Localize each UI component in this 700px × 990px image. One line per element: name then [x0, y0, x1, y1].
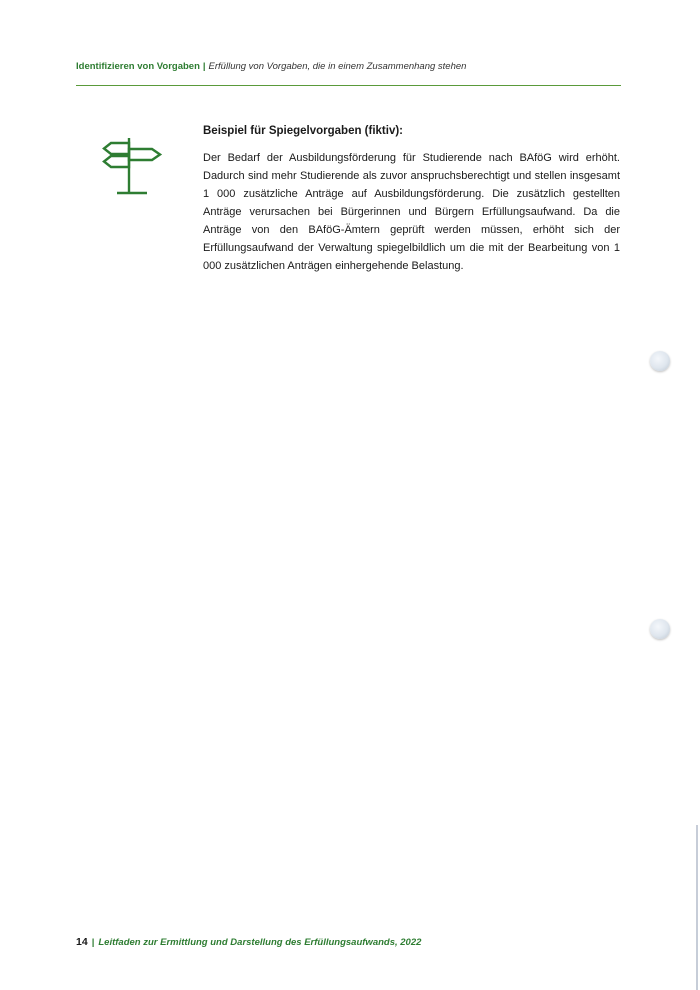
footer-separator: |: [91, 937, 95, 948]
page-number: 14: [76, 936, 88, 948]
header-subtitle: Erfüllung von Vorgaben, die in einem Zusammenhang stehen: [208, 61, 467, 72]
footer-document-title: Leitfaden zur Ermittlung und Darstellung des Erfüllungsaufwands, 2022: [98, 937, 422, 948]
binder-hole-marker: [650, 619, 670, 639]
running-footer: [76, 936, 421, 949]
header-divider: [76, 85, 621, 86]
page-edge-mark: [696, 825, 698, 990]
running-header: [76, 61, 466, 73]
example-heading: Beispiel für Spiegelvorgaben (fiktiv):: [203, 125, 404, 137]
header-section-title: Identifizieren von Vorgaben: [76, 61, 200, 72]
example-body-text: Der Bedarf der Ausbildungsförderung für Studierende nach BAföG wird erhöht. Dadurch sind mehr Studierende als zuvor anspruchsberechtigt und stellen insgesamt 1 000 zusätzliche Anträge auf Ausbildungsförderung. Die zusätzlich gestellten Anträge verursachen bei Bürgerinnen und Bürgern Erfüllungsaufwand. Da die Anträge von den BAföG-Ämtern geprüft werden müssen, erhöht sich der Erfüllungsaufwand der Verwaltung spiegelbildlich um die mit der Bearbeitung von 1 000 zusätzlichen Anträgen einhergehende Belastung.: [203, 152, 620, 272]
binder-hole-marker: [650, 351, 670, 371]
signpost-icon: [100, 135, 164, 197]
header-separator: |: [202, 61, 206, 72]
